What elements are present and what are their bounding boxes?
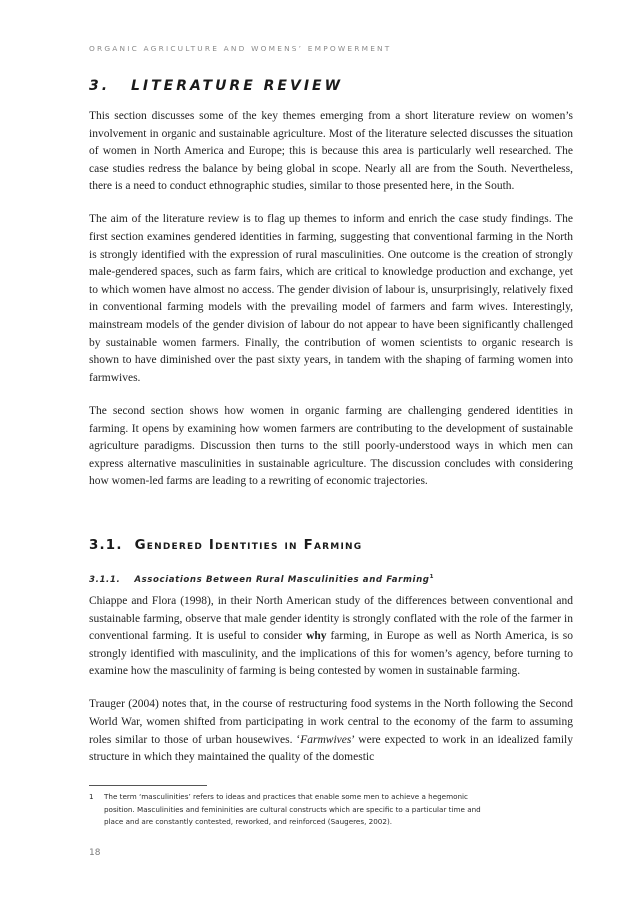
subsubsection-heading — [89, 574, 434, 585]
section-number: 3. — [89, 78, 111, 94]
page-number: 18 — [89, 848, 101, 858]
footnote-text: The term ‘masculinities’ refers to ideas and practices that enable some men to achieve a hegemonic position. Masculinities and femininities are cultural constructs which are specific to a particular time and place and are constantly contested, reworked, and reinforced (Saugeres, 2002). — [104, 792, 481, 826]
paragraph-second-section: The second section shows how women in organic farming are challenging gendered identities in farming. It opens by examining how women farmers are contributing to the development of sustainable agriculture paradigms. Discussion then turns to the still poorly-understood ways in which men can express alternative masculinities in sustainable agriculture. The discussion concludes with considering how women-led farms are leading to a rewriting of economic trajectories. — [89, 404, 573, 488]
section-heading — [89, 78, 343, 94]
running-header: ORGANIC AGRICULTURE AND WOMENS’ EMPOWERMENT — [89, 44, 392, 53]
subsubsection-number: 3.1.1. — [89, 574, 121, 585]
subsection-number: 3.1. — [89, 538, 123, 553]
paragraph-trauger: Trauger (2004) notes that, in the course of restructuring food systems in the North following the Second World War, women shifted from participating in work central to the economy of the farm to assuming roles similar to those of urban housewives. ‘Farmwives’ were expected to work in an idealized family structure in which they maintained the quality of the domestic — [89, 698, 573, 764]
paragraph-intro: This section discusses some of the key themes emerging from a short literature review on women’s involvement in organic and sustainable agriculture. Most of the literature selected discusses the situation of women in North America and Europe; this is because this area is particularly well researched. The case studies redress the balance by being global in scope. Nearly all are from the South. Nevertheless, there is a need to conduct ethnographic studies, similar to those presented here, in the South. — [89, 110, 573, 193]
emphasis-why: why — [306, 630, 327, 643]
emphasis-farmwives: Farmwives — [300, 733, 352, 746]
footnote-reference: 1 — [429, 574, 434, 580]
paragraph-aim: The aim of the literature review is to flag up themes to inform and enrich the case study findings. The first section examines gendered identities in farming, suggesting that conventional farming in the North is strongly identified with the expression of rural masculinities. One outcome is the creation of strongly male-gendered spaces, such as farm fairs, which are critical to knowledge production and exchange, yet to which women have almost no access. The gender division of labour is, unsurprisingly, relatively fixed in conventional farming models with the prevailing model of farmers and farm wives. Interestingly, mainstream models of the gender division of labour do not appear to have been significantly challenged by sustainable women farmers. Finally, the contribution of women scientists to organic research is shown to have diminished over the past sixty years, in tandem with the shaping of farming women into farmwives. — [89, 213, 573, 384]
paragraph-chiappe: Chiappe and Flora (1998), in their North American study of the differences between conventional and sustainable farming, observe that male gender identity is strongly conflated with the role of the farmer in conventional farming. It is useful to consider why farming, in Europe as well as North America, is so strongly identified with masculinity, and the implications of this for women’s agency, before turning to examine how the masculinity of farming is being contested by women in sustainable farming. — [89, 595, 573, 678]
section-title: LITERATURE REVIEW — [131, 78, 344, 94]
intro-text — [89, 108, 573, 506]
footnote-number: 1 — [89, 792, 94, 801]
footnote-divider — [89, 785, 207, 786]
section-3-1-1-text — [89, 593, 573, 782]
subsection-heading — [89, 538, 362, 553]
subsubsection-title: Associations Between Rural Masculinities and Farming — [134, 574, 430, 585]
footnote — [89, 791, 489, 829]
subsection-title: Gendered Identities in Farming — [134, 538, 363, 553]
